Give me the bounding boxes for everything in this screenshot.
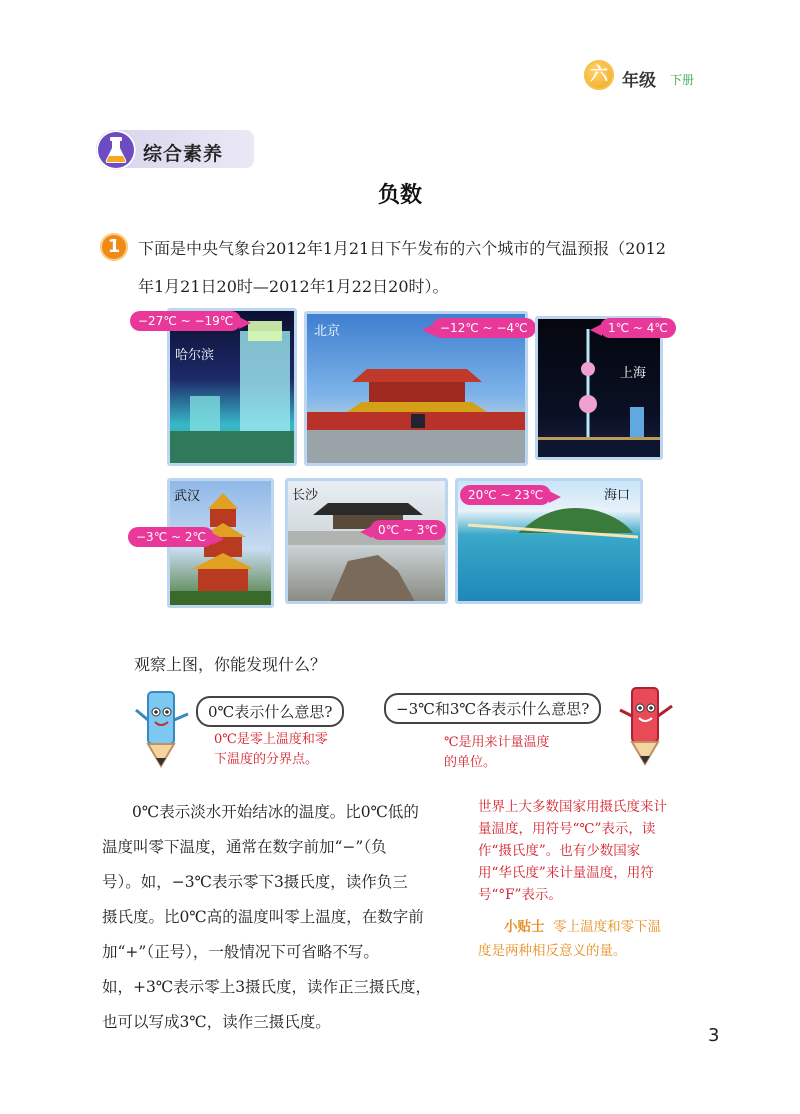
side-note-line-2: 量温度，用符号“℃”表示，读 <box>478 821 656 837</box>
pencil-character-red <box>616 686 678 772</box>
pencil-character-blue <box>132 690 194 774</box>
harbin-photo <box>167 308 297 466</box>
harbin-city-label: 哈尔滨 <box>175 348 215 363</box>
body-line-1: 0℃表示淡水开始结冰的温度。比0℃低的 <box>132 803 419 821</box>
question-number-badge: 1 <box>100 233 128 261</box>
body-line-7: 也可以写成3℃，读作三摄氏度。 <box>102 1013 331 1031</box>
shanghai-temp-tag: 1℃ ~ 4℃ <box>600 318 676 338</box>
side-note-line-4: 用“华氏度”来计量温度，用符 <box>478 865 654 881</box>
haikou-temp-tag: 20℃ ~ 23℃ <box>460 485 551 505</box>
left-question-bubble: 0℃表示什么意思? <box>196 696 344 727</box>
body-line-4: 摄氏度。比0℃高的温度叫零上温度，在数字前 <box>102 908 424 926</box>
body-line-3: 号）。如，−3℃表示零下3摄氏度，读作负三 <box>102 873 408 891</box>
right-answer-line1: ℃是用来计量温度 <box>444 735 550 750</box>
volume-label: 下册 <box>670 73 695 87</box>
shanghai-city-label: 上海 <box>620 366 647 381</box>
tip-line-2: 度是两种相反意义的量。 <box>478 943 627 959</box>
beijing-temp-tag: −12℃ ~ −4℃ <box>432 318 536 338</box>
section-label: 综合素养 <box>143 143 224 165</box>
left-answer-line1: 0℃是零上温度和零 <box>214 732 328 747</box>
side-note-line-3: 作“摄氏度”。也有少数国家 <box>478 843 641 859</box>
body-line-2: 温度叫零下温度，通常在数字前加“−”（负 <box>102 838 387 856</box>
wuhan-temp-tag: −3℃ ~ 2℃ <box>128 527 214 547</box>
flask-icon <box>96 130 136 170</box>
right-question-bubble: −3℃和3℃各表示什么意思? <box>384 693 601 724</box>
changsha-city-label: 长沙 <box>292 488 319 503</box>
body-line-5: 加“+”（正号），一般情况下可省略不写。 <box>102 943 379 961</box>
wuhan-city-label: 武汉 <box>174 489 201 504</box>
changsha-temp-tag: 0℃ ~ 3℃ <box>370 520 446 540</box>
harbin-temp-tag: −27℃ ~ −19℃ <box>130 311 241 331</box>
side-note-line-1: 世界上大多数国家用摄氏度来计 <box>478 799 667 815</box>
right-answer-line2: 的单位。 <box>444 755 497 770</box>
page-number: 3 <box>708 1025 720 1046</box>
left-answer-line2: 下温度的分界点。 <box>214 752 319 767</box>
body-line-6: 如，+3℃表示零上3摄氏度，读作正三摄氏度， <box>102 978 432 996</box>
grade-label: 年级 <box>622 71 656 91</box>
side-note-line-5: 号“°F”表示。 <box>478 887 562 903</box>
tip-label: 小贴士 <box>504 919 545 935</box>
grade-badge: 六 <box>584 60 614 90</box>
question-text-line2: 年1月21日20时—2012年1月22日20时）。 <box>138 277 449 296</box>
tip-text-1: 零上温度和零下温 <box>553 919 662 935</box>
beijing-city-label: 北京 <box>314 324 341 339</box>
lesson-title: 负数 <box>377 183 422 208</box>
observe-prompt: 观察上图，你能发现什么？ <box>134 655 327 674</box>
haikou-city-label: 海口 <box>604 488 631 503</box>
question-text-line1: 下面是中央气象台2012年1月21日下午发布的六个城市的气温预报（2012 <box>138 239 666 258</box>
tip-line-1 <box>504 916 661 939</box>
